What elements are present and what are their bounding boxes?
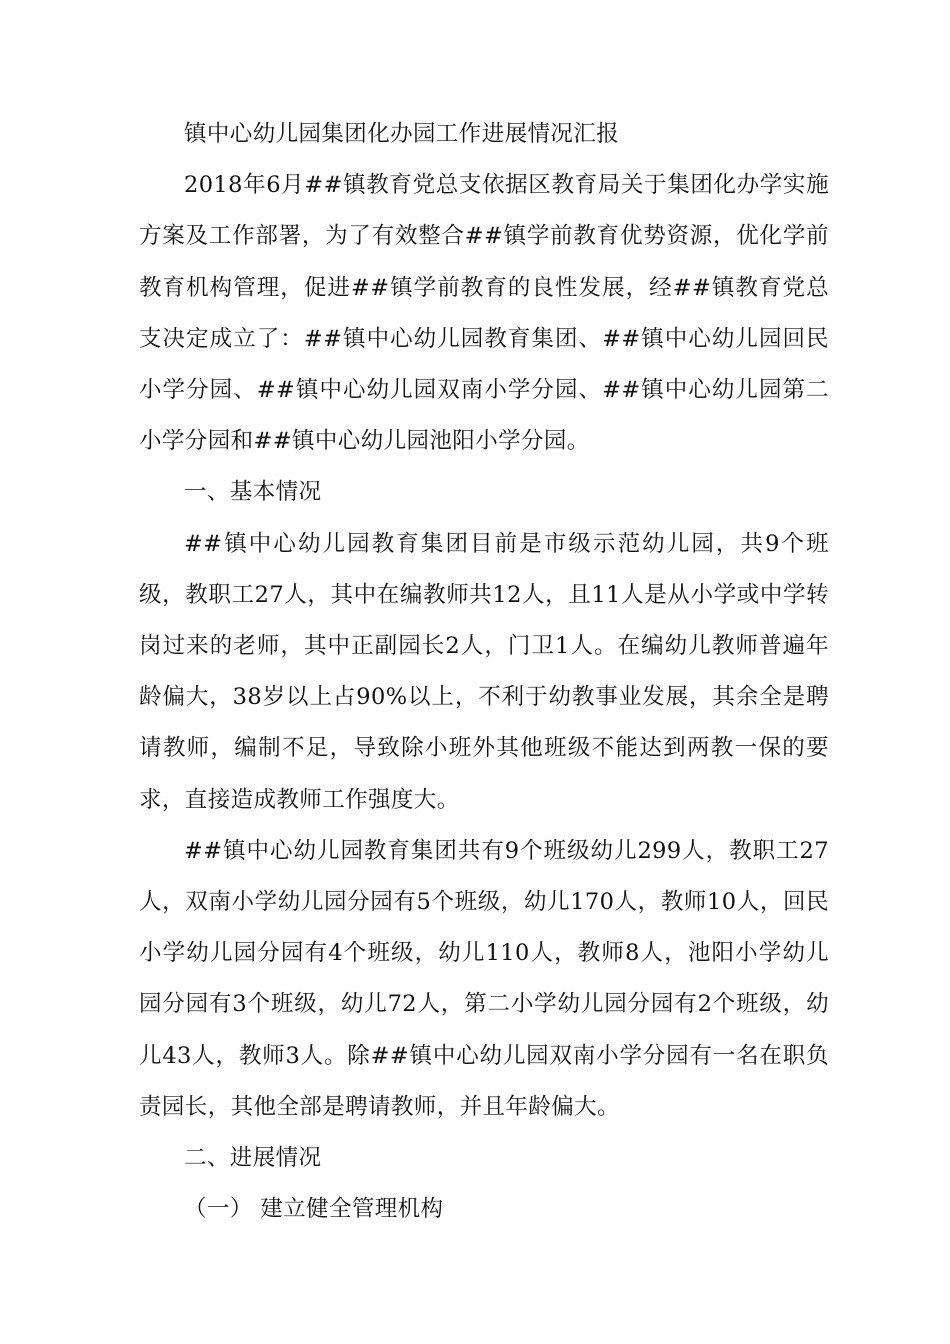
section-heading-basic: 一、基本情况 xyxy=(184,479,322,506)
section-heading-progress: 二、进展情况 xyxy=(184,1145,322,1172)
paragraph-basic-branches: ##镇中心幼儿园教育集团共有9个班级幼儿299人，教职工27人，双南小学幼儿园分园有5个班级，幼儿170人，教师10人，回民小学幼儿园分园有4个班级，幼儿110人，教师8人，池阳小学幼儿园分园有3个班级，幼儿72人，第二小学幼儿园分园有2个班级，幼儿43人，教师3人。除##镇中心幼儿园双南小学分园有一名在职负责园长，其他全部是聘请教师，并且年龄偏大。 xyxy=(139,837,829,1120)
document-title: 镇中心幼儿园集团化办园工作进展情况汇报 xyxy=(184,121,620,147)
document-body xyxy=(139,109,829,1235)
paragraph-basic-staff: ##镇中心幼儿园教育集团目前是市级示范幼儿园，共9个班级，教职工27人，其中在编教师共12人，且11人是从小学或中学转岗过来的老师，其中正副园长2人，门卫1人。在编幼儿教师普遍年龄偏大，38岁以上占90%以上，不利于幼教事业发展，其余全是聘请教师，编制不足，导致除小班外其他班级不能达到两教一保的要求，直接造成教师工作强度大。 xyxy=(139,530,829,813)
paragraph-intro: 2018年6月##镇教育党总支依据区教育局关于集团化办学实施方案及工作部署，为了有效整合##镇学前教育优势资源，优化学前教育机构管理，促进##镇学前教育的良性发展，经##镇教育党总支决定成立了：##镇中心幼儿园教育集团、##镇中心幼儿园回民小学分园、##镇中心幼儿园双南小学分园、##镇中心幼儿园第二小学分园和##镇中心幼儿园池阳小学分园。 xyxy=(139,172,829,455)
subsection-heading-management: （一） 建立健全管理机构 xyxy=(184,1196,444,1223)
